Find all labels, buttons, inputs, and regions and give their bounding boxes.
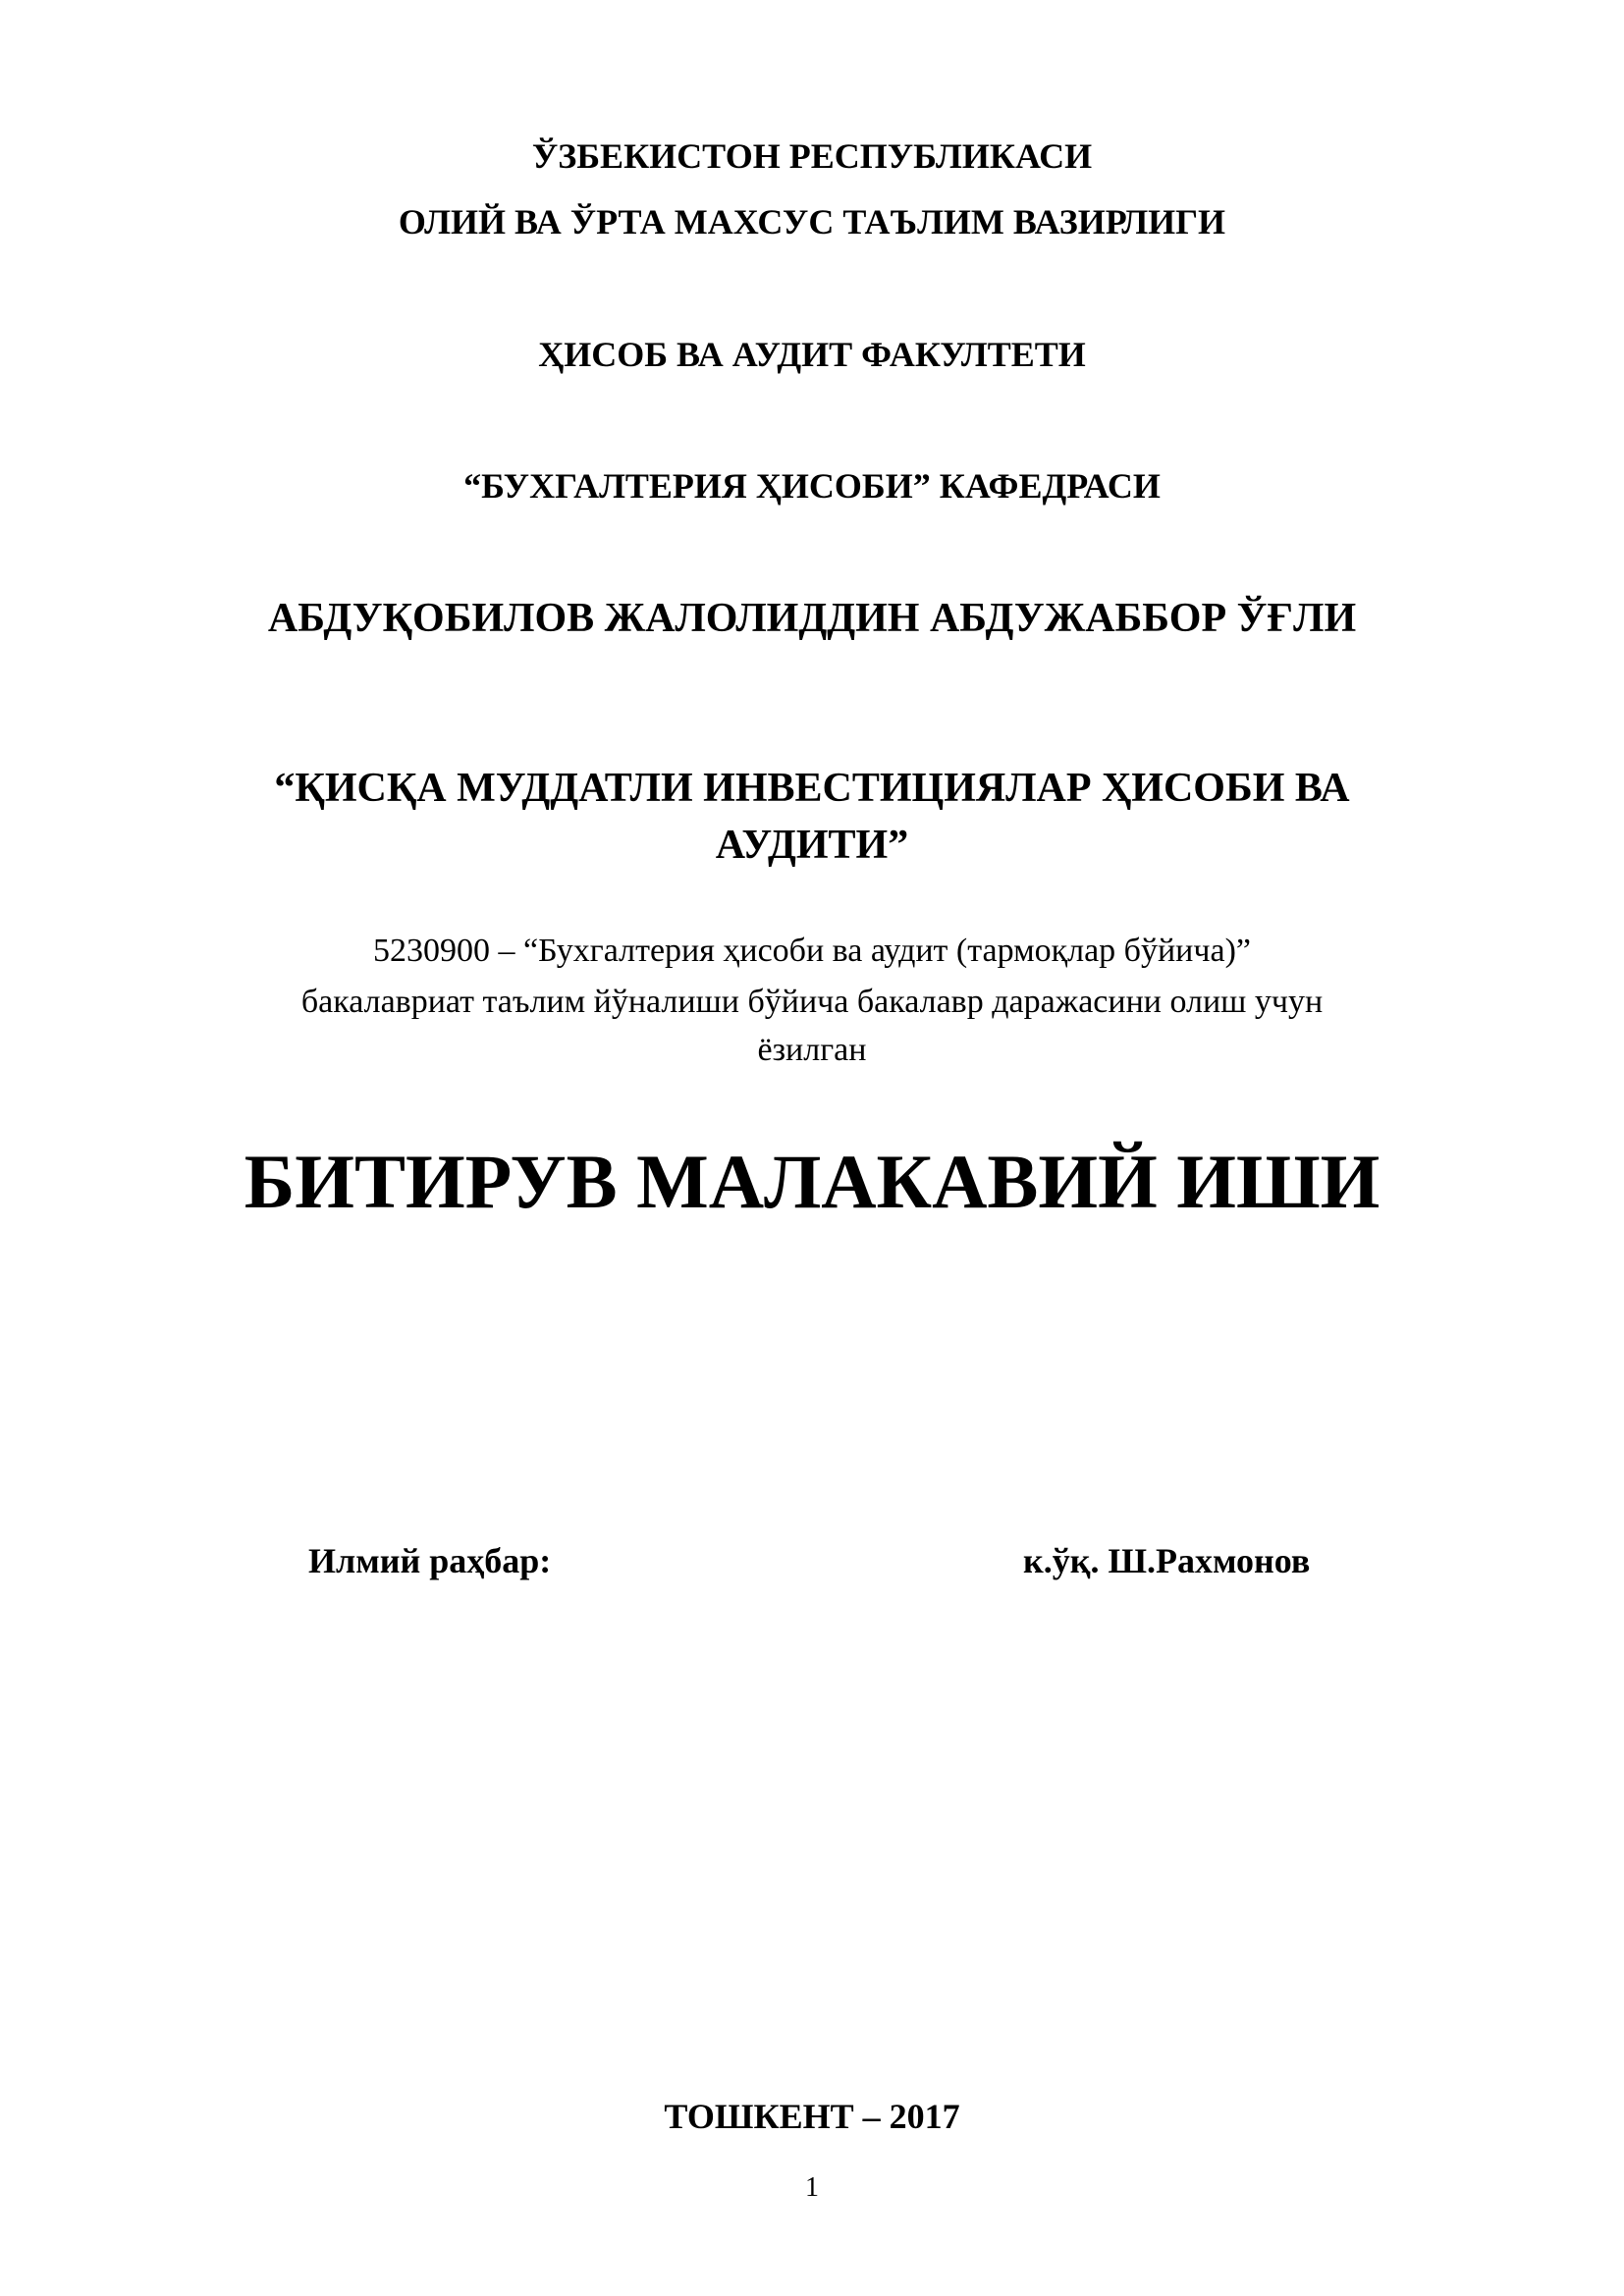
- page-number: 1: [805, 2172, 819, 2203]
- description-line-1: 5230900 – “Бухгалтерия ҳисоби ва аудит (тармоқлар бўйича)”: [373, 933, 1251, 969]
- ministry-title: ОЛИЙ ВА ЎРТА МАХСУС ТАЪЛИМ ВАЗИРЛИГИ: [398, 202, 1226, 241]
- department-title: “БУХГАЛТЕРИЯ ҲИСОБИ” КАФЕДРАСИ: [463, 466, 1161, 506]
- thesis-title-line-1: “ҚИСҚА МУДДАТЛИ ИНВЕСТИЦИЯЛАР ҲИСОБИ ВА: [274, 766, 1350, 811]
- thesis-title-line-2: АУДИТИ”: [715, 823, 909, 868]
- author-name: АБДУҚОБИЛОВ ЖАЛОЛИДДИН АБДУЖАББОР ЎҒЛИ: [267, 596, 1357, 641]
- city-year: ТОШКЕНТ – 2017: [664, 2097, 960, 2136]
- faculty-title: ҲИСОБ ВА АУДИТ ФАКУЛТЕТИ: [538, 335, 1086, 374]
- supervisor-label: Илмий раҳбар:: [308, 1541, 552, 1580]
- republic-title: ЎЗБЕКИСТОН РЕСПУБЛИКАСИ: [531, 136, 1093, 176]
- work-type-title: БИТИРУВ МАЛАКАВИЙ ИШИ: [244, 1139, 1380, 1224]
- description-line-2: бакалавриат таълим йўналиши бўйича бакалавр даражасини олиш учун: [300, 984, 1324, 1020]
- description-line-3: ёзилган: [757, 1032, 867, 1068]
- supervisor-name: к.ўқ. Ш.Рахмонов: [1023, 1541, 1311, 1580]
